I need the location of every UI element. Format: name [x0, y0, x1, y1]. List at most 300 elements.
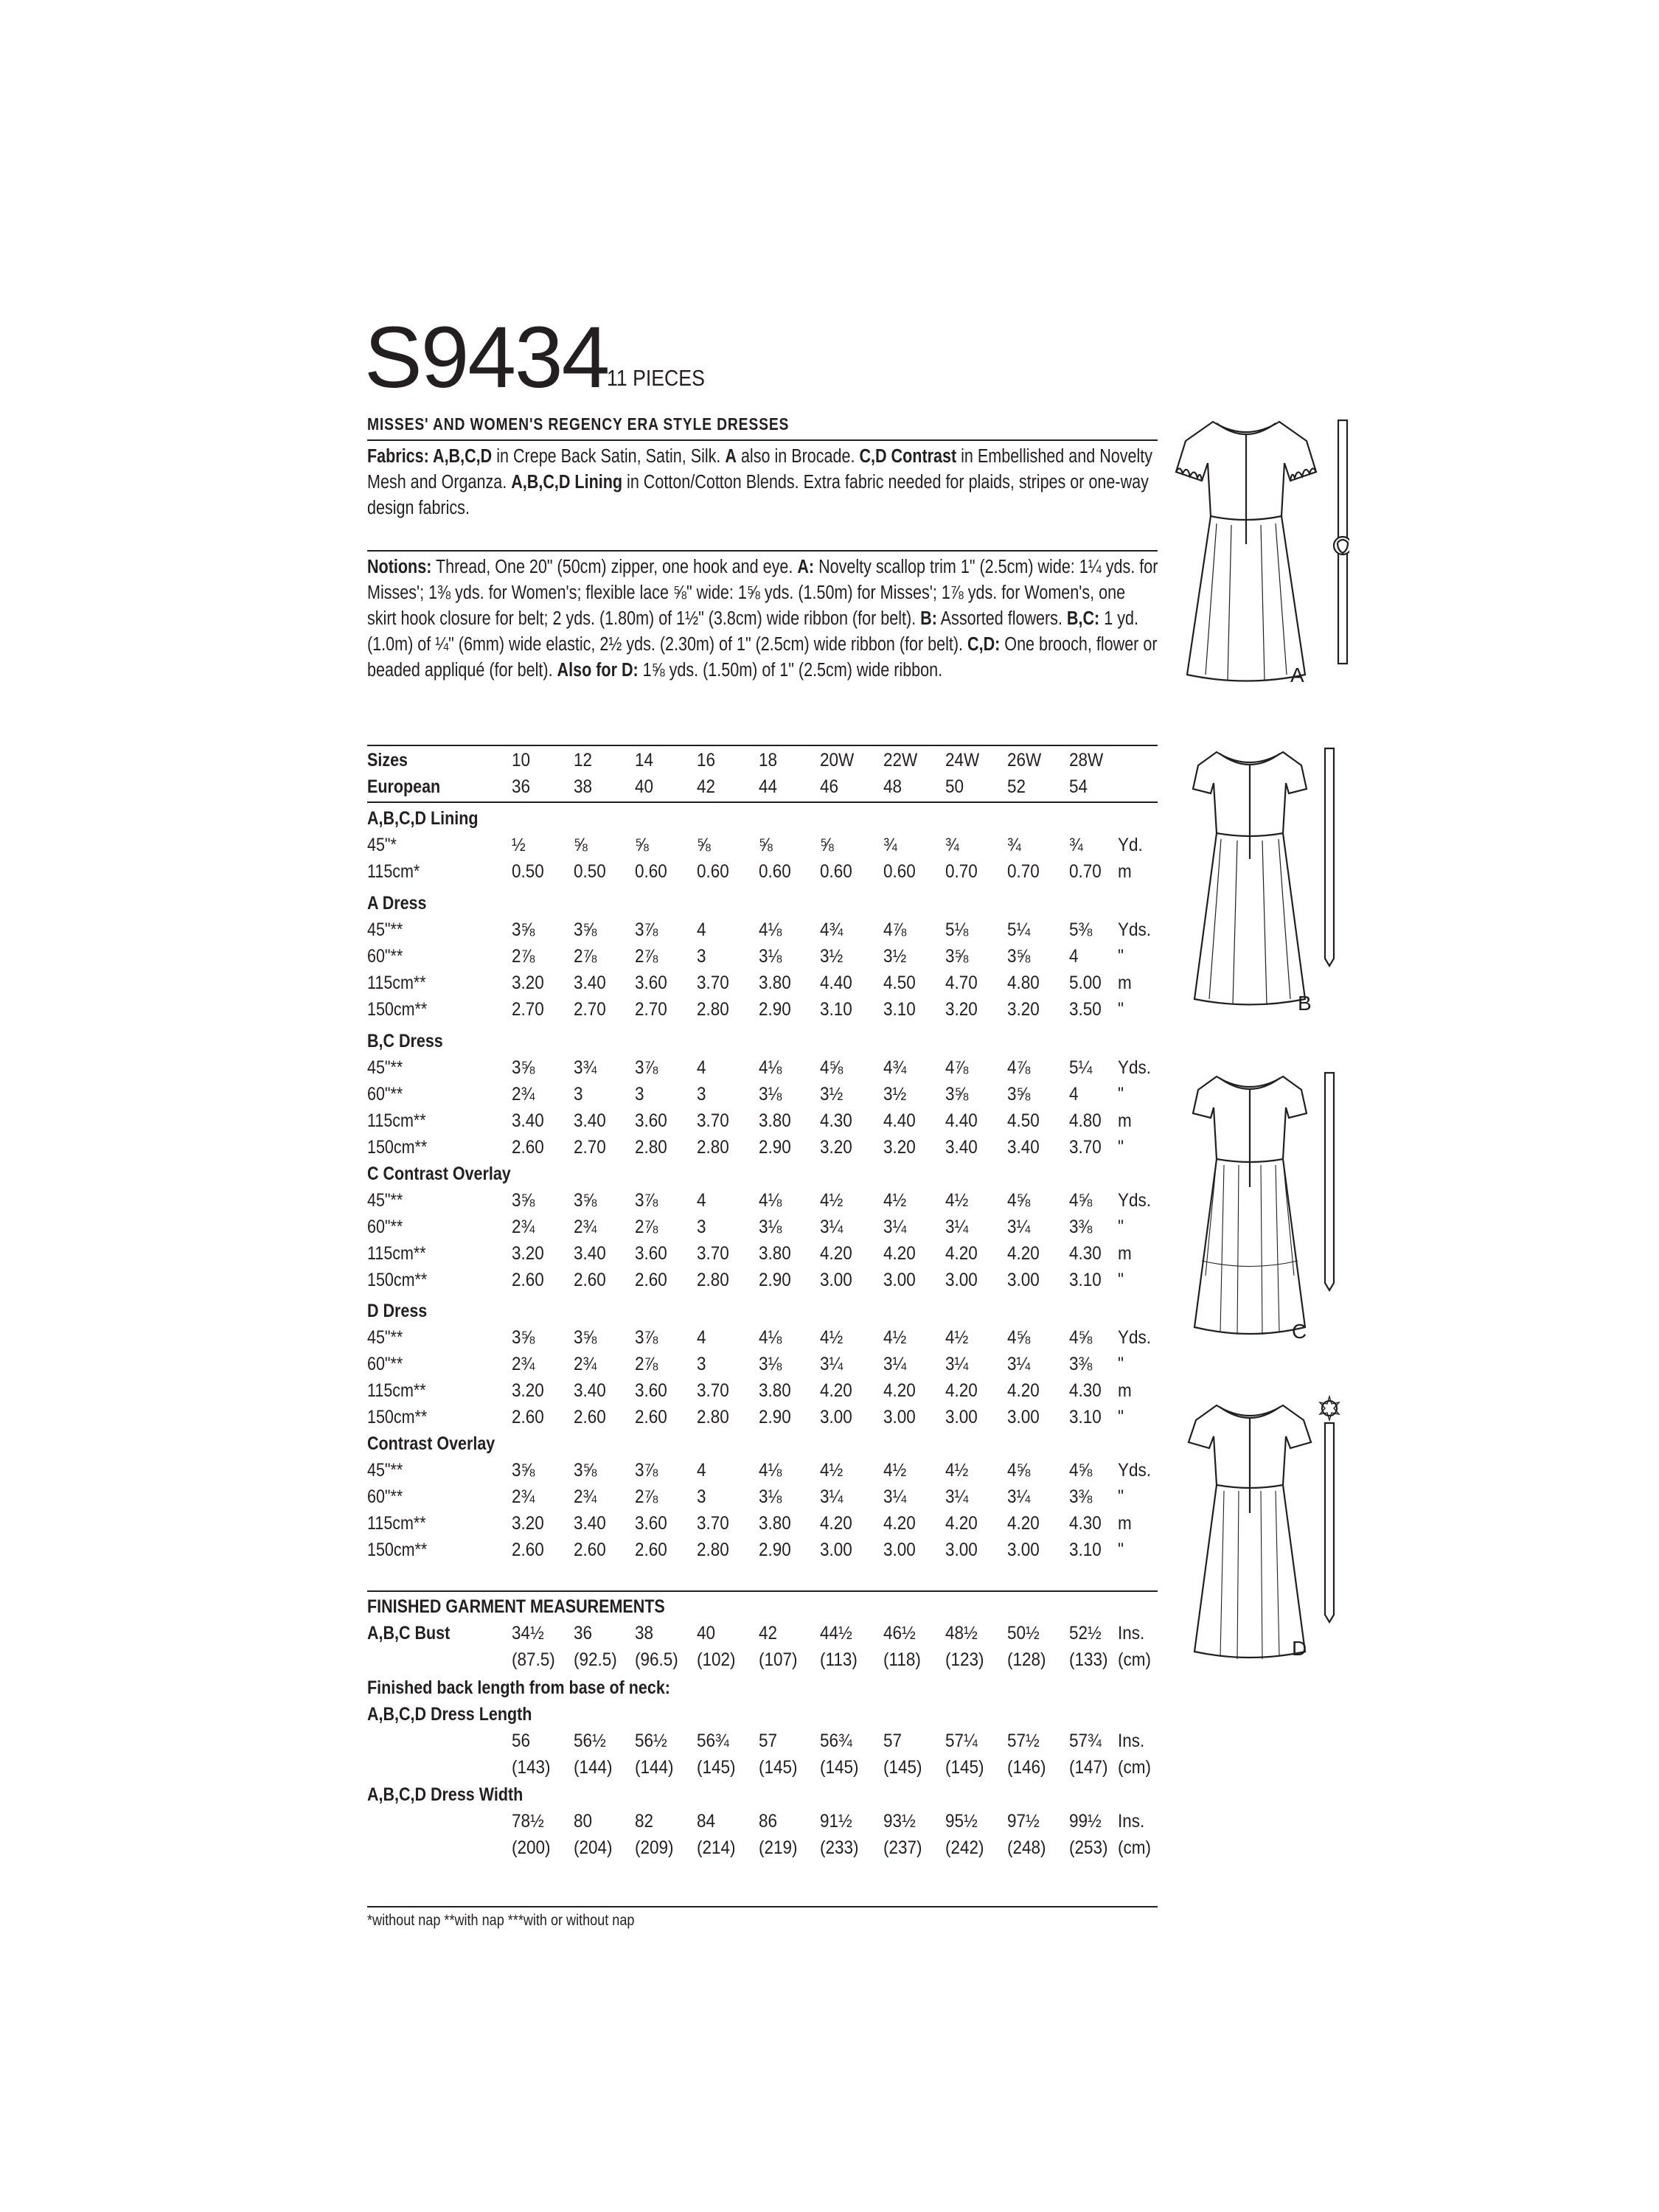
notions-text-run: Novelty scallop trim 1" (2.5cm) wide: 1¼ yds. for Misses'; 1⅜ yds. for Women's; flexible lace ⅝" wide: 1⅝ yds. (1.50m) for Misses'; 1⅞ yds. for Women's, one skirt hook closure for belt; 2 yds. (1.80m) of 1½" (3.8cm) wide ribbon (for belt). [367, 557, 1158, 629]
table-cell: 4.20 [883, 1380, 916, 1401]
fabrics-text-run: A,B,C,D Lining [511, 472, 623, 493]
table-cell: 3⅝ [945, 1084, 969, 1105]
table-cell: 2.60 [574, 1270, 606, 1290]
table-cell: 48 [883, 776, 902, 797]
unit-cell: m [1118, 1110, 1132, 1131]
table-cell: ¾ [883, 835, 897, 855]
table-cell: 4⅝ [1007, 1327, 1031, 1348]
table-cell: 3.60 [635, 1110, 667, 1131]
table-cell: 4.20 [945, 1243, 978, 1264]
table-cell: 3¼ [1007, 1217, 1031, 1237]
table-row [367, 832, 1164, 858]
table-cell: 4.30 [1069, 1513, 1102, 1534]
table-cell: (113) [820, 1649, 858, 1670]
unit-cell: " [1118, 1354, 1124, 1374]
table-cell: 3.70 [697, 1513, 729, 1534]
fabrics-text-run: C,D Contrast [859, 446, 957, 467]
table-row [367, 1674, 1164, 1701]
table-cell: 97½ [1007, 1811, 1040, 1832]
table-cell: 3 [635, 1084, 644, 1105]
table-cell: 3⅝ [512, 1327, 535, 1348]
table-cell: 3⅞ [635, 919, 658, 940]
table-cell: 18 [759, 750, 778, 771]
table-cell: (96.5) [635, 1649, 678, 1670]
table-cell: (145) [945, 1757, 984, 1778]
table-row [367, 996, 1164, 1023]
table-cell: 2.60 [512, 1137, 544, 1158]
table-cell: 2⅞ [635, 1354, 658, 1374]
table-cell: (219) [759, 1837, 798, 1858]
table-cell: 84 [697, 1811, 716, 1832]
table-cell: 0.60 [759, 861, 791, 882]
table-row [367, 1484, 1164, 1510]
table-row [367, 970, 1164, 996]
table-cell: (102) [697, 1649, 736, 1670]
table-cell: 3⅝ [945, 946, 969, 967]
table-cell: 38 [635, 1623, 654, 1644]
table-cell: 3⅛ [759, 1486, 782, 1507]
unit-cell: " [1118, 1407, 1124, 1427]
table-cell: 3.40 [945, 1137, 978, 1158]
table-cell: (147) [1069, 1757, 1108, 1778]
table-row [367, 1728, 1164, 1754]
row-label: 115cm** [367, 1513, 426, 1534]
table-cell: 4⅛ [759, 1327, 782, 1348]
table-row [367, 1134, 1164, 1161]
table-cell: 2.60 [635, 1270, 667, 1290]
table-cell: 4.20 [945, 1380, 978, 1401]
table-cell: 3.40 [574, 1513, 606, 1534]
view-d-label: D [1292, 1637, 1307, 1660]
table-cell: (145) [883, 1757, 922, 1778]
table-cell: 4⅛ [759, 919, 782, 940]
row-label: 115cm** [367, 1243, 426, 1264]
table-row [367, 1161, 1164, 1187]
table-cell: 4⅞ [1007, 1057, 1031, 1078]
table-cell: 4.80 [1007, 973, 1040, 993]
divider [367, 439, 1158, 441]
table-cell: ⅝ [820, 835, 834, 855]
fabrics-text-run: A [725, 446, 737, 467]
table-cell: 2⅞ [635, 1486, 658, 1507]
pattern-number: S9434 [364, 309, 609, 406]
table-cell: 3¼ [820, 1486, 844, 1507]
table-cell: 2⅞ [574, 946, 597, 967]
row-label: 60"** [367, 946, 403, 967]
table-cell: 2.90 [759, 999, 791, 1020]
unit-cell: " [1118, 999, 1124, 1020]
table-cell: 4⅛ [759, 1057, 782, 1078]
row-label: 45"* [367, 835, 397, 855]
table-cell: 3¾ [574, 1057, 597, 1078]
table-cell: 4.30 [1069, 1380, 1102, 1401]
row-label: Contrast Overlay [367, 1433, 495, 1454]
table-cell: 3.40 [574, 1243, 606, 1264]
table-cell: 3.70 [697, 1110, 729, 1131]
table-cell: 4½ [820, 1190, 844, 1211]
table-row [367, 1107, 1164, 1134]
table-cell: 3.20 [820, 1137, 852, 1158]
table-cell: 56¾ [697, 1731, 729, 1751]
table-cell: 95½ [945, 1811, 978, 1832]
table-cell: (145) [697, 1757, 736, 1778]
table-cell: 2¾ [512, 1486, 535, 1507]
divider [367, 1906, 1158, 1907]
table-cell: 2.80 [697, 1137, 729, 1158]
table-cell: 3.80 [759, 1243, 791, 1264]
table-cell: 4.30 [820, 1110, 852, 1131]
pattern-subtitle: MISSES' AND WOMEN'S REGENCY ERA STYLE DRESSES [367, 414, 790, 434]
table-cell: 0.60 [820, 861, 852, 882]
table-cell: (87.5) [512, 1649, 555, 1670]
unit-cell: (cm) [1118, 1837, 1151, 1858]
table-cell: 3.80 [759, 1380, 791, 1401]
table-cell: 56½ [574, 1731, 606, 1751]
row-label: 60"** [367, 1217, 403, 1237]
table-cell: 3 [697, 946, 706, 967]
table-cell: 42 [759, 1623, 778, 1644]
table-cell: (143) [512, 1757, 551, 1778]
row-label: European [367, 776, 441, 797]
table-cell: 3.00 [945, 1270, 978, 1290]
table-cell: 0.70 [945, 861, 978, 882]
table-cell: 20W [820, 750, 855, 771]
unit-cell: m [1118, 861, 1132, 882]
table-row [367, 1298, 1164, 1324]
unit-cell: (cm) [1118, 1757, 1151, 1778]
table-cell: (204) [574, 1837, 613, 1858]
fabrics-paragraph [367, 444, 1158, 521]
table-row [367, 773, 1164, 800]
table-cell: 99½ [1069, 1811, 1102, 1832]
table-cell: 46 [820, 776, 839, 797]
row-label: 45"** [367, 919, 403, 940]
table-cell: 3.00 [820, 1270, 852, 1290]
table-cell: 3.40 [574, 1110, 606, 1131]
footnote: *without nap **with nap ***with or without nap [367, 1912, 635, 1929]
table-cell: 5¼ [1069, 1057, 1093, 1078]
row-label: 115cm* [367, 861, 420, 882]
table-row [367, 943, 1164, 970]
table-cell: 3⅛ [759, 946, 782, 967]
table-cell: 4.70 [945, 973, 978, 993]
table-cell: 4.50 [883, 973, 916, 993]
table-cell: 4⅞ [945, 1057, 969, 1078]
table-cell: (233) [820, 1837, 859, 1858]
table-cell: 3.10 [1069, 1407, 1102, 1427]
table-cell: 3⅝ [574, 1327, 597, 1348]
table-cell: 3⅝ [1007, 1084, 1031, 1105]
table-cell: (107) [759, 1649, 798, 1670]
table-cell: 2.80 [697, 1540, 729, 1560]
table-cell: 0.50 [512, 861, 544, 882]
table-cell: 3⅝ [1007, 946, 1031, 967]
row-label: 115cm** [367, 1380, 426, 1401]
table-cell: 4⅞ [883, 919, 907, 940]
table-cell: 16 [697, 750, 716, 771]
table-cell: 4⅝ [1007, 1190, 1031, 1211]
table-cell: 3¼ [820, 1354, 844, 1374]
table-cell: 28W [1069, 750, 1104, 771]
table-cell: 4½ [945, 1460, 969, 1481]
table-cell: ⅝ [635, 835, 649, 855]
row-label: A,B,C,D Lining [367, 808, 479, 829]
row-label: 45"** [367, 1327, 403, 1348]
table-cell: 3⅜ [1069, 1354, 1093, 1374]
notions-text-run: Also for D: [557, 660, 639, 681]
table-cell: ½ [512, 835, 526, 855]
table-cell: 2.60 [635, 1540, 667, 1560]
table-cell: 2¾ [574, 1354, 597, 1374]
notions-text-run: Assorted flowers. [936, 608, 1067, 629]
table-row [367, 805, 1164, 832]
table-cell: 2.60 [574, 1407, 606, 1427]
fabrics-text-run: also in Brocade. [736, 446, 860, 467]
table-cell: 44½ [820, 1623, 852, 1644]
notions-text-run: One brooch, flower or beaded appliqué (for belt). [367, 634, 1158, 681]
table-cell: 3⅝ [574, 919, 597, 940]
table-cell: 3½ [883, 946, 907, 967]
table-cell: (118) [883, 1649, 921, 1670]
unit-cell: Yds. [1118, 1190, 1152, 1211]
table-cell: 3 [697, 1354, 706, 1374]
table-cell: 4.20 [820, 1243, 852, 1264]
table-cell: 3½ [820, 1084, 844, 1105]
table-cell: 2.60 [574, 1540, 606, 1560]
table-cell: 4 [1069, 946, 1079, 967]
table-cell: (209) [635, 1837, 674, 1858]
table-cell: 4¾ [820, 919, 844, 940]
notions-text-run: Notions: [367, 557, 432, 577]
table-cell: 4½ [945, 1190, 969, 1211]
view-b-dress-illustration [1180, 745, 1342, 1010]
unit-cell: m [1118, 1513, 1132, 1534]
table-cell: 2.70 [635, 999, 667, 1020]
table-cell: 3.00 [1007, 1407, 1040, 1427]
table-cell: 3.60 [635, 1380, 667, 1401]
divider [367, 1590, 1158, 1592]
table-cell: 2.70 [574, 1137, 606, 1158]
row-label: 45"** [367, 1460, 403, 1481]
table-cell: 3.20 [512, 1243, 544, 1264]
table-cell: (146) [1007, 1757, 1046, 1778]
table-cell: 3.00 [820, 1540, 852, 1560]
piece-count: 11 PIECES [607, 365, 705, 391]
notions-text-run: Thread, One 20" (50cm) zipper, one hook and eye. [431, 557, 798, 577]
table-cell: 3.70 [697, 1380, 729, 1401]
table-cell: 36 [512, 776, 531, 797]
table-cell: 4 [697, 1460, 706, 1481]
table-cell: ¾ [1069, 835, 1083, 855]
table-cell: 3⅝ [574, 1460, 597, 1481]
table-cell: (253) [1069, 1837, 1108, 1858]
table-cell: 4 [697, 1057, 706, 1078]
table-cell: 4.50 [1007, 1110, 1040, 1131]
row-label: 45"** [367, 1190, 403, 1211]
table-cell: 78½ [512, 1811, 544, 1832]
table-cell: 3⅝ [574, 1190, 597, 1211]
table-cell: (144) [574, 1757, 613, 1778]
table-cell: 56 [512, 1731, 531, 1751]
table-cell: 4⅛ [759, 1460, 782, 1481]
table-cell: 50½ [1007, 1623, 1040, 1644]
table-cell: 12 [574, 750, 593, 771]
table-cell: 2.80 [635, 1137, 667, 1158]
table-cell: 40 [635, 776, 654, 797]
table-cell: 3.40 [1007, 1137, 1040, 1158]
table-row [367, 1510, 1164, 1537]
table-cell: 3⅝ [512, 1460, 535, 1481]
table-cell: 3¼ [820, 1217, 844, 1237]
view-c-dress-illustration [1180, 1069, 1342, 1342]
unit-cell: " [1118, 1270, 1124, 1290]
table-cell: 3.00 [820, 1407, 852, 1427]
table-cell: ¾ [1007, 835, 1021, 855]
table-cell: 57 [759, 1731, 778, 1751]
unit-cell: m [1118, 973, 1132, 993]
table-cell: 57 [883, 1731, 902, 1751]
notions-text-run: 1⅝ yds. (1.50m) of 1" (2.5cm) wide ribbon. [638, 660, 943, 681]
table-cell: 4 [1069, 1084, 1079, 1105]
table-cell: 3¼ [945, 1354, 969, 1374]
table-cell: 3⅞ [635, 1190, 658, 1211]
unit-cell: Yds. [1118, 1327, 1152, 1348]
divider [367, 550, 1158, 552]
table-cell: 4 [697, 1327, 706, 1348]
table-row [367, 1028, 1164, 1054]
table-cell: 2¾ [512, 1217, 535, 1237]
unit-cell: Ins. [1118, 1731, 1145, 1751]
table-cell: 3.60 [635, 1243, 667, 1264]
table-cell: 4.30 [1069, 1243, 1102, 1264]
row-label: B,C Dress [367, 1031, 443, 1051]
table-cell: 3¼ [945, 1217, 969, 1237]
table-cell: 0.60 [697, 861, 729, 882]
table-row [367, 858, 1164, 885]
table-cell: 2⅞ [635, 946, 658, 967]
table-row [367, 1620, 1164, 1646]
table-cell: 82 [635, 1811, 654, 1832]
divider [367, 801, 1158, 803]
view-b-label: B [1298, 992, 1312, 1015]
table-row [367, 1430, 1164, 1457]
table-cell: (133) [1069, 1649, 1108, 1670]
table-cell: 46½ [883, 1623, 916, 1644]
table-cell: 14 [635, 750, 654, 771]
table-cell: (248) [1007, 1837, 1046, 1858]
table-cell: 3⅛ [759, 1354, 782, 1374]
table-cell: 3.10 [820, 999, 852, 1020]
table-cell: 4⅝ [1069, 1327, 1093, 1348]
table-row [367, 1054, 1164, 1081]
table-cell: 3⅝ [512, 919, 535, 940]
table-cell: 4½ [820, 1327, 844, 1348]
table-cell: 3¼ [883, 1486, 907, 1507]
table-cell: 4.20 [945, 1513, 978, 1534]
table-cell: (128) [1007, 1649, 1046, 1670]
table-cell: 4⅝ [1069, 1190, 1093, 1211]
notions-text-run: A: [797, 557, 815, 577]
table-cell: 2.80 [697, 999, 729, 1020]
table-cell: 42 [697, 776, 716, 797]
fabrics-text-run: Fabrics: A,B,C,D [367, 446, 493, 467]
unit-cell: m [1118, 1380, 1132, 1401]
table-cell: 3.00 [945, 1407, 978, 1427]
table-cell: 3.80 [759, 1513, 791, 1534]
unit-cell: " [1118, 1084, 1124, 1105]
row-label: A,B,C,D Dress Width [367, 1784, 524, 1805]
table-cell: 4⅛ [759, 1190, 782, 1211]
unit-cell: Ins. [1118, 1811, 1145, 1832]
table-cell: 3.50 [1069, 999, 1102, 1020]
table-row [367, 1781, 1164, 1808]
table-cell: 3.00 [1007, 1540, 1040, 1560]
row-label: C Contrast Overlay [367, 1164, 511, 1184]
fabrics-text-run: in Embellished and Novelty Mesh and Organza. [367, 446, 1153, 493]
table-cell: 3.20 [512, 973, 544, 993]
table-cell: 80 [574, 1811, 593, 1832]
table-cell: 0.50 [574, 861, 606, 882]
table-cell: 3⅛ [759, 1084, 782, 1105]
fabrics-text-run: in Cotton/Cotton Blends. Extra fabric needed for plaids, stripes or one-way design fabrics. [367, 472, 1149, 518]
table-cell: 3¼ [1007, 1486, 1031, 1507]
row-label: 150cm** [367, 1540, 428, 1560]
table-cell: 3⅝ [512, 1190, 535, 1211]
table-cell: 36 [574, 1623, 593, 1644]
table-cell: 3.00 [945, 1540, 978, 1560]
table-cell: 4.20 [1007, 1380, 1040, 1401]
row-label: 60"** [367, 1354, 403, 1374]
unit-cell: " [1118, 1486, 1124, 1507]
table-row [367, 1187, 1164, 1214]
notions-text-run: B: [920, 608, 937, 629]
table-cell: 56½ [635, 1731, 667, 1751]
unit-cell: (cm) [1118, 1649, 1151, 1670]
table-cell: 2⅞ [635, 1217, 658, 1237]
table-cell: 2.90 [759, 1407, 791, 1427]
table-cell: 3½ [883, 1084, 907, 1105]
table-cell: 57½ [1007, 1731, 1040, 1751]
table-cell: 3⅞ [635, 1057, 658, 1078]
row-label: A,B,C Bust [367, 1623, 451, 1644]
table-cell: 5¼ [1007, 919, 1031, 940]
unit-cell: " [1118, 1540, 1124, 1560]
table-cell: 4.20 [883, 1513, 916, 1534]
notions-text-run: C,D: [967, 634, 1001, 655]
table-cell: 57¾ [1069, 1731, 1102, 1751]
table-cell: 2.60 [635, 1407, 667, 1427]
table-row [367, 1593, 1164, 1620]
table-cell: 2⅞ [512, 946, 535, 967]
table-cell: 4.20 [820, 1513, 852, 1534]
row-label: Sizes [367, 750, 408, 771]
table-cell: 34½ [512, 1623, 544, 1644]
table-cell: 2.80 [697, 1407, 729, 1427]
row-label: A,B,C,D Dress Length [367, 1704, 532, 1725]
unit-cell: " [1118, 1137, 1124, 1158]
table-cell: 3.00 [883, 1270, 916, 1290]
table-cell: 3.00 [883, 1540, 916, 1560]
table-cell: 0.70 [1069, 861, 1102, 882]
table-row [367, 1646, 1164, 1673]
table-cell: 3.40 [512, 1110, 544, 1131]
table-cell: 4½ [945, 1327, 969, 1348]
table-cell: 2.60 [512, 1270, 544, 1290]
fabrics-text-run: in Crepe Back Satin, Satin, Silk. [492, 446, 726, 467]
row-label: D Dress [367, 1301, 428, 1321]
table-cell: 3.20 [945, 999, 978, 1020]
table-cell: 3.70 [697, 1243, 729, 1264]
